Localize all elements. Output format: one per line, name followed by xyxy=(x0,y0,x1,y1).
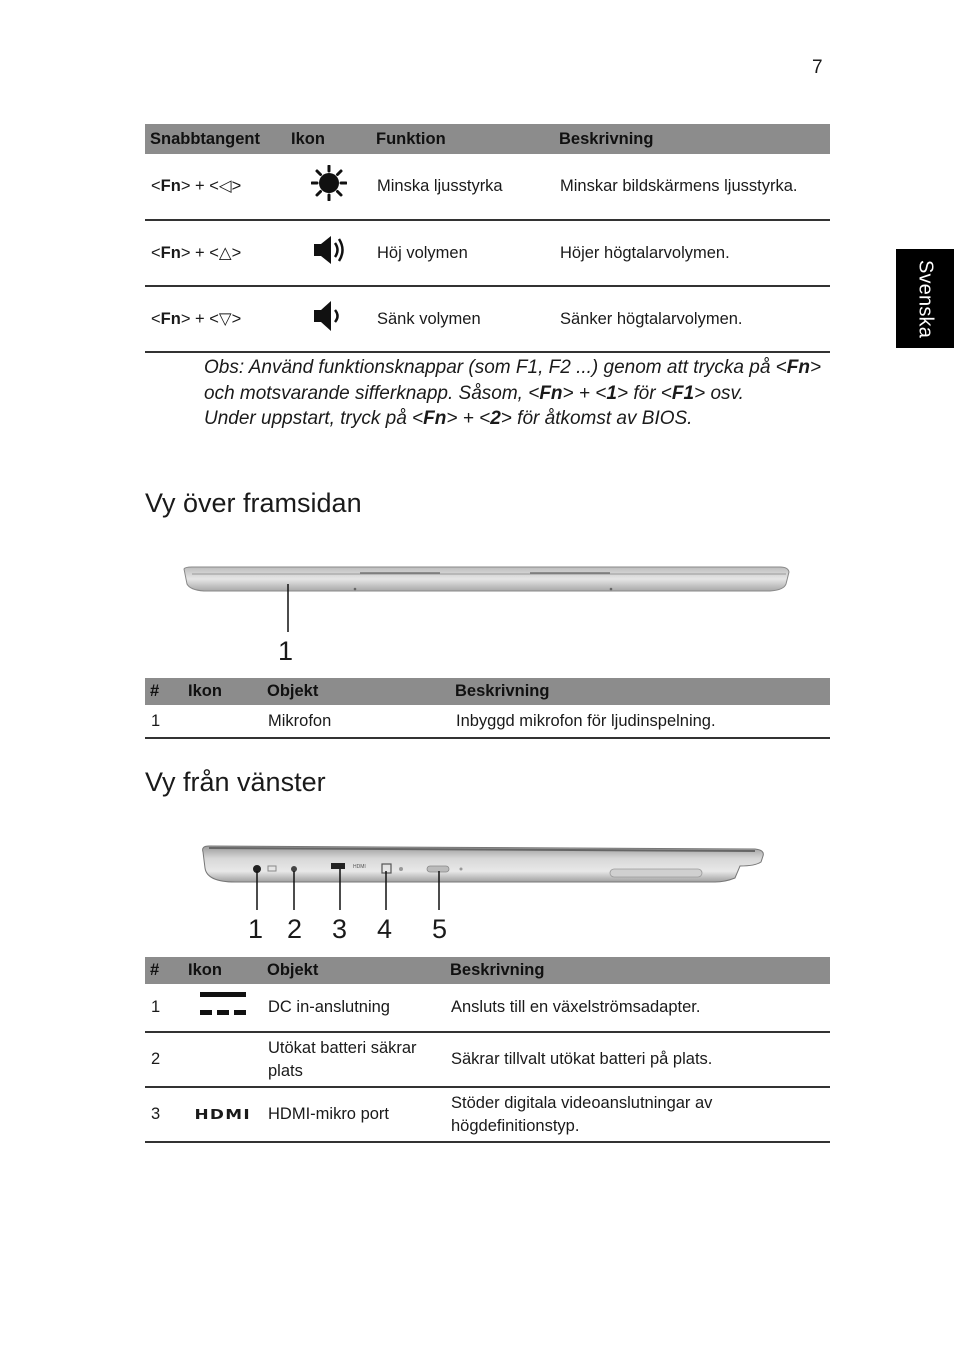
header-icon: Ikon xyxy=(286,124,371,154)
description-cell: Inbyggd mikrofon för ljudinspelning. xyxy=(450,705,830,738)
description-cell: Säkrar tillvalt utökat batteri på plats. xyxy=(445,1032,830,1087)
function-cell: Höj volymen xyxy=(371,220,554,286)
note-line-1: Obs: Använd funktionsknappar (som F1, F2 ...) genom att trycka på <Fn> och motsvarande sifferknapp. Såsom, <Fn> + <1> för <F1> osv. xyxy=(204,357,822,404)
note-line-2: Under uppstart, tryck på <Fn> + <2> för åtkomst av BIOS. xyxy=(204,408,693,429)
hotkey-cell: <Fn> + <△> xyxy=(145,220,286,286)
dc-in-icon xyxy=(183,984,262,1032)
icon-cell xyxy=(183,1032,262,1087)
description-cell: Minskar bildskärmens ljusstyrka. xyxy=(554,154,830,220)
hdmi-port-label: HDMI xyxy=(353,864,366,870)
description-cell: Sänker högtalarvolymen. xyxy=(554,286,830,352)
header-function: Funktion xyxy=(371,124,554,154)
language-tab xyxy=(896,249,954,348)
hotkey-cell: <Fn> + <◁> xyxy=(145,154,286,220)
front-view-illustration xyxy=(180,560,795,670)
description-cell: Ansluts till en växelströmsadapter. xyxy=(445,984,830,1032)
callout-3: 3 xyxy=(332,914,348,944)
table-row xyxy=(145,1087,830,1142)
table-row xyxy=(145,705,830,738)
description-cell: Höjer högtalarvolymen. xyxy=(554,220,830,286)
number-cell: 1 xyxy=(145,984,183,1032)
front-view-table xyxy=(145,678,830,739)
callout-2: 2 xyxy=(287,914,303,944)
volume-down-icon xyxy=(286,286,371,352)
function-cell: Minska ljusstyrka xyxy=(371,154,554,220)
front-table-header xyxy=(145,678,830,705)
left-view-table xyxy=(145,957,830,1143)
callout-1: 1 xyxy=(278,636,294,666)
brightness-icon xyxy=(286,154,371,220)
header-number: # xyxy=(145,678,183,705)
number-cell: 1 xyxy=(145,705,183,738)
header-description: Beskrivning xyxy=(450,678,830,705)
callout-1: 1 xyxy=(248,914,264,944)
left-table-header xyxy=(145,957,830,984)
table-row xyxy=(145,220,830,286)
hdmi-icon xyxy=(183,1087,262,1142)
object-cell: DC in-anslutning xyxy=(262,984,445,1032)
header-object: Objekt xyxy=(262,957,445,984)
table-row xyxy=(145,984,830,1032)
header-hotkey: Snabbtangent xyxy=(145,124,286,154)
hdmi-icon-label: HDMI xyxy=(194,1107,251,1123)
section-title-left: Vy från vänster xyxy=(145,767,326,797)
header-description: Beskrivning xyxy=(445,957,830,984)
header-number: # xyxy=(145,957,183,984)
table-row xyxy=(145,286,830,352)
section-title-front: Vy över framsidan xyxy=(145,488,362,518)
left-view-illustration xyxy=(195,838,775,953)
volume-up-icon xyxy=(286,220,371,286)
header-icon: Ikon xyxy=(183,678,262,705)
language-tab-label: Svenska xyxy=(914,259,937,339)
callout-4: 4 xyxy=(377,914,393,944)
object-cell: Utökat batteri säkrar plats xyxy=(262,1032,445,1087)
header-icon: Ikon xyxy=(183,957,262,984)
description-cell: Stöder digitala videoanslutningar av högdefinitionstyp. xyxy=(445,1087,830,1142)
header-description: Beskrivning xyxy=(554,124,830,154)
object-cell: HDMI-mikro port xyxy=(262,1087,445,1142)
page-number: 7 xyxy=(812,57,823,78)
note xyxy=(204,355,834,432)
number-cell: 2 xyxy=(145,1032,183,1087)
number-cell: 3 xyxy=(145,1087,183,1142)
table-row xyxy=(145,154,830,220)
object-cell: Mikrofon xyxy=(262,705,450,738)
header-object: Objekt xyxy=(262,678,450,705)
callout-5: 5 xyxy=(432,914,448,944)
hotkey-table xyxy=(145,124,830,353)
hotkey-cell: <Fn> + <▽> xyxy=(145,286,286,352)
table-row xyxy=(145,1032,830,1087)
icon-cell xyxy=(183,705,262,738)
function-cell: Sänk volymen xyxy=(371,286,554,352)
hotkey-table-header xyxy=(145,124,830,154)
